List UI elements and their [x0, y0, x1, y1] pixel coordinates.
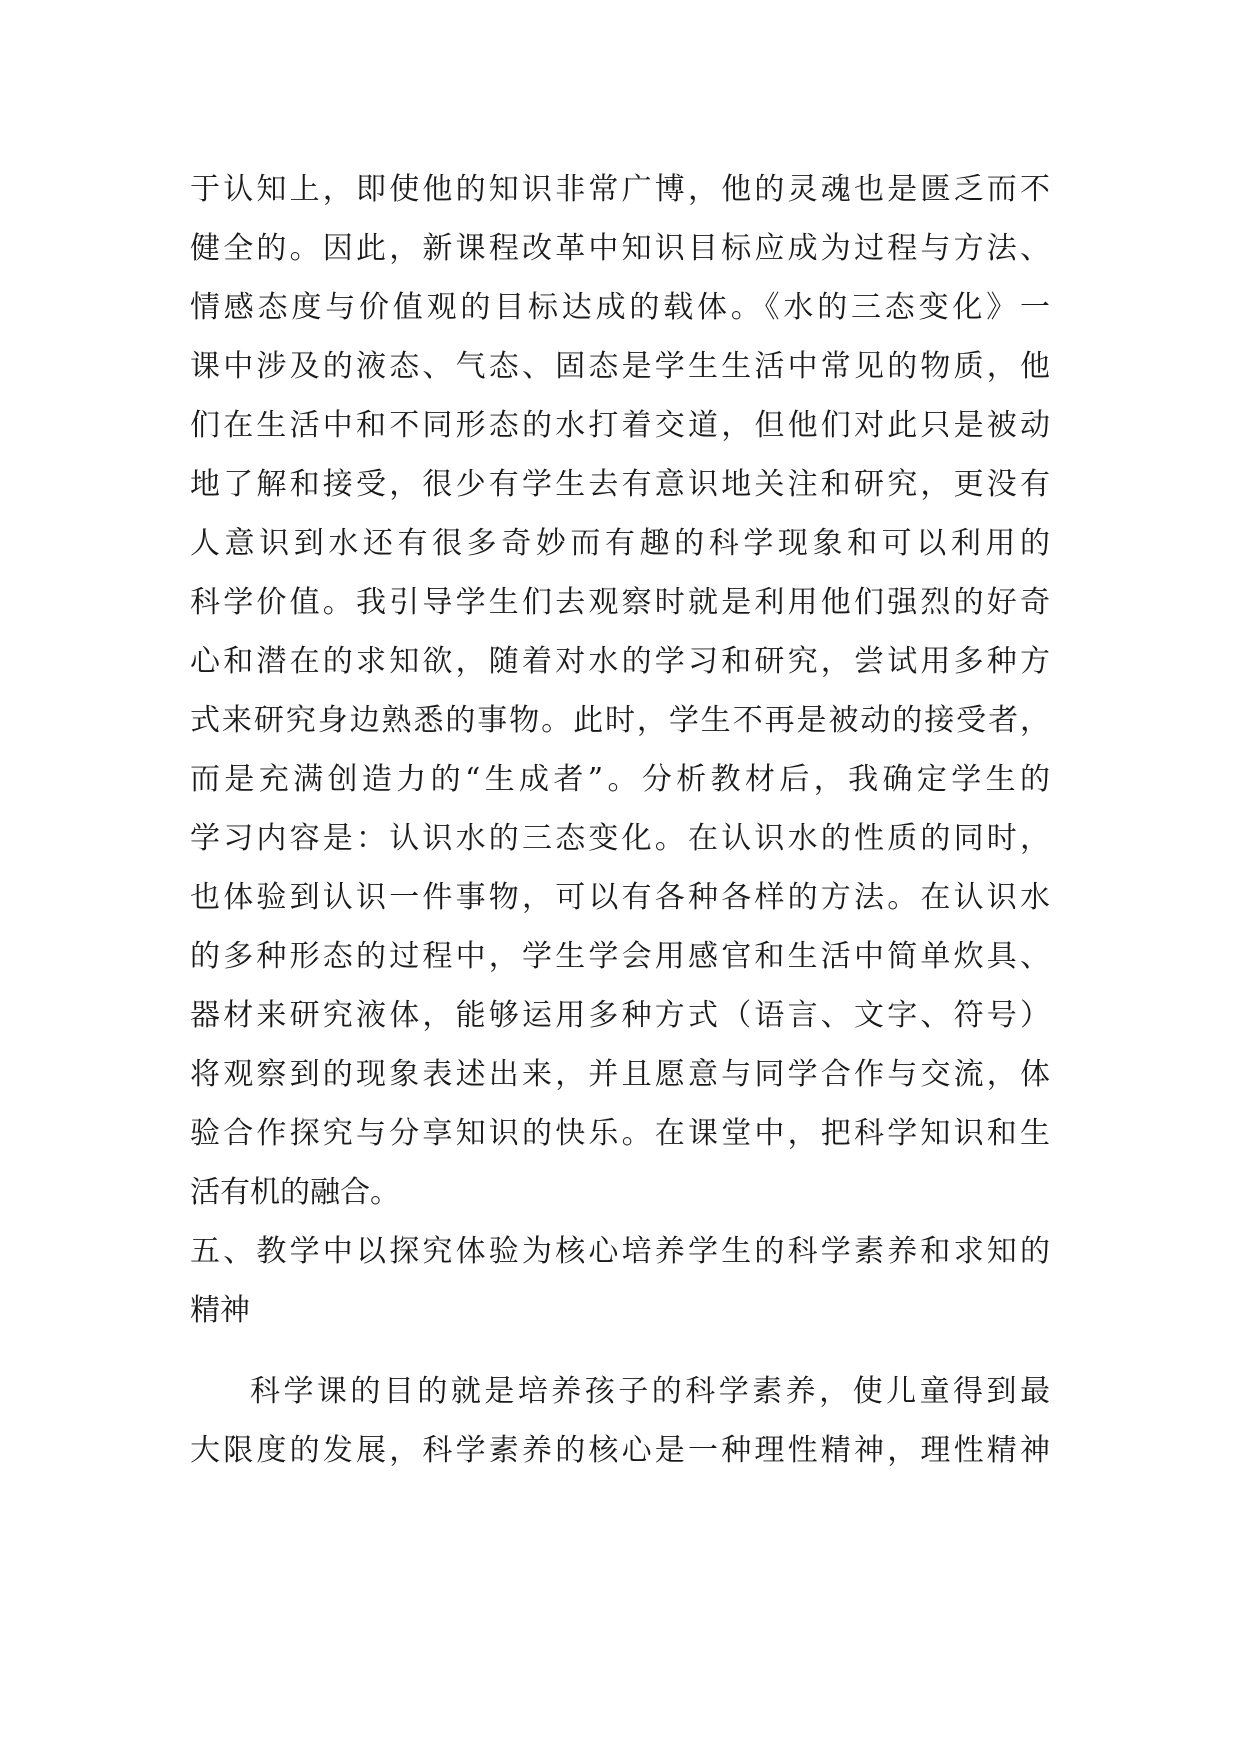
- text-line: 学习内容是：认识水的三态变化。在认识水的性质的同时，: [190, 821, 1050, 856]
- text-line: 科学课的目的就是培养孩子的科学素养，使儿童得到最: [250, 1374, 1050, 1409]
- paragraph-2: [190, 1362, 1050, 1480]
- text-line: 器材来研究液体，能够运用多种方式（语言、文字、符号）: [190, 998, 1050, 1033]
- text-line: 们在生活中和不同形态的水打着交道，但他们对此只是被动: [190, 408, 1050, 443]
- text-line: 将观察到的现象表述出来，并且愿意与同学合作与交流，体: [190, 1057, 1050, 1092]
- text-line: 而是充满创造力的“生成者”。分析教材后，我确定学生的: [190, 762, 1050, 797]
- text-line: 也体验到认识一件事物，可以有各种各样的方法。在认识水: [190, 880, 1050, 915]
- section-heading: [190, 1222, 1050, 1340]
- heading-line: 精神: [190, 1293, 250, 1328]
- text-line: 活有机的融合。: [190, 1175, 400, 1210]
- text-line: 验合作探究与分享知识的快乐。在课堂中，把科学知识和生: [190, 1116, 1050, 1151]
- text-line: 于认知上，即使他的知识非常广博，他的灵魂也是匮乏而不: [190, 172, 1050, 207]
- text-line: 科学价值。我引导学生们去观察时就是利用他们强烈的好奇: [190, 585, 1050, 620]
- text-line: 的多种形态的过程中，学生学会用感官和生活中简单炊具、: [190, 939, 1050, 974]
- heading-line: 五、教学中以探究体验为核心培养学生的科学素养和求知的: [190, 1234, 1050, 1269]
- text-line: 情感态度与价值观的目标达成的载体。《水的三态变化》一: [190, 290, 1050, 325]
- text-line: 心和潜在的求知欲，随着对水的学习和研究，尝试用多种方: [190, 644, 1050, 679]
- text-line: 健全的。因此，新课程改革中知识目标应成为过程与方法、: [190, 231, 1050, 266]
- text-line: 式来研究身边熟悉的事物。此时，学生不再是被动的接受者，: [190, 703, 1050, 738]
- text-line: 课中涉及的液态、气态、固态是学生生活中常见的物质，他: [190, 349, 1050, 384]
- body-text: [190, 160, 1050, 1480]
- text-line: 大限度的发展，科学素养的核心是一种理性精神，理性精神: [190, 1433, 1050, 1468]
- text-line: 人意识到水还有很多奇妙而有趣的科学现象和可以利用的: [190, 526, 1050, 561]
- paragraph-1: [190, 160, 1050, 1222]
- text-line: 地了解和接受，很少有学生去有意识地关注和研究，更没有: [190, 467, 1050, 502]
- spacer: [190, 1340, 1050, 1362]
